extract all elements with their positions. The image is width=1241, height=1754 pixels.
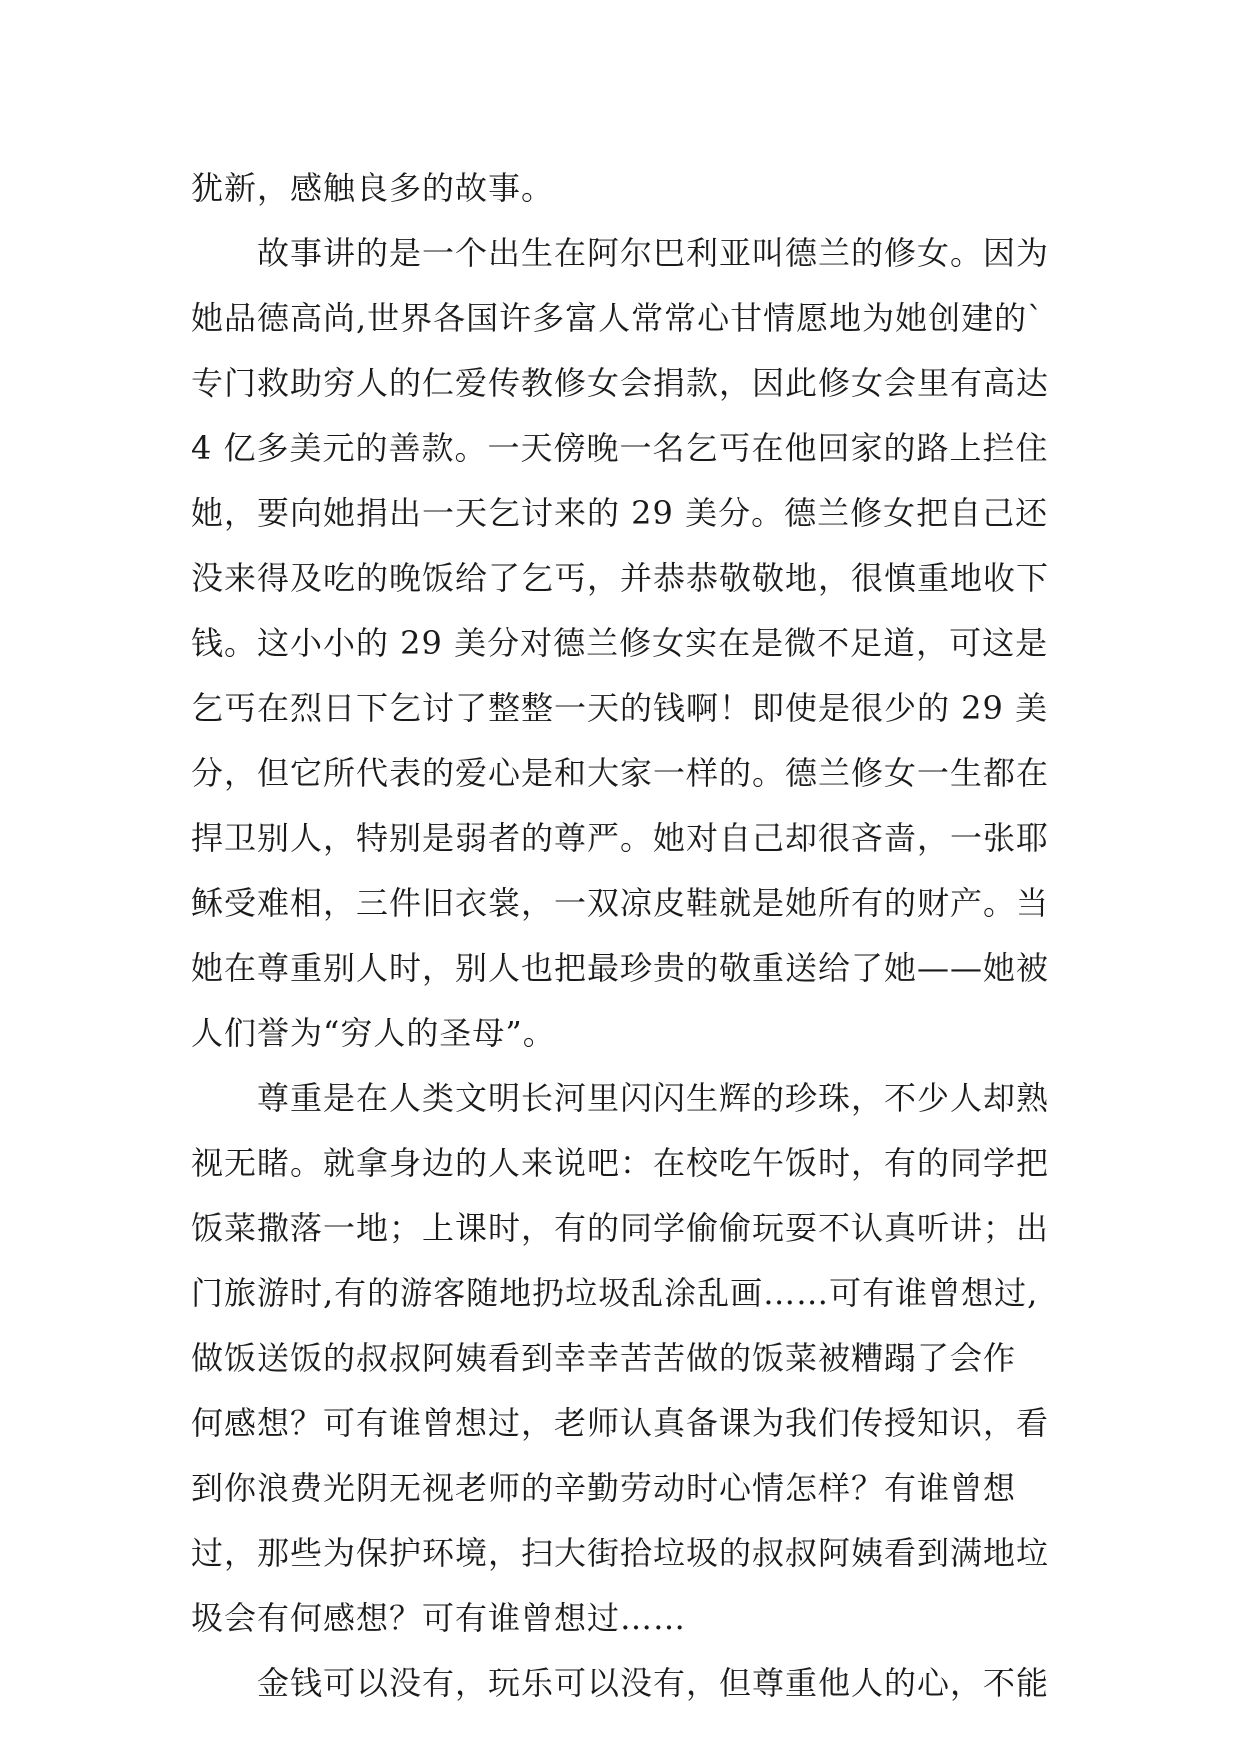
text-line: 稣受难相，三件旧衣裳，一双凉皮鞋就是她所有的财产。当: [191, 884, 1050, 922]
body-text: [191, 156, 1051, 1716]
text-line: 没来得及吃的晚饭给了乞丐，并恭恭敬敬地，很慎重地收下: [191, 559, 1050, 597]
text-line: 她在尊重别人时，别人也把最珍贵的敬重送给了她——她被: [191, 949, 1050, 987]
paragraph-start-line: 金钱可以没有，玩乐可以没有，但尊重他人的心，不能: [191, 1664, 1050, 1702]
paragraph-start-line: 尊重是在人类文明长河里闪闪生辉的珍珠，不少人却熟: [191, 1079, 1050, 1117]
text-line: 她品德高尚,世界各国许多富人常常心甘情愿地为她创建的`: [191, 299, 1045, 337]
text-line: 门旅游时,有的游客随地扔垃圾乱涂乱画……可有谁曾想过,: [191, 1274, 1039, 1312]
text-line: 分，但它所代表的爱心是和大家一样的。德兰修女一生都在: [191, 754, 1050, 792]
text-line: 视无睹。就拿身边的人来说吧：在校吃午饭时，有的同学把: [191, 1144, 1050, 1182]
text-line: 捍卫别人，特别是弱者的尊严。她对自己却很吝啬，一张耶: [191, 819, 1050, 857]
text-line: 做饭送饭的叔叔阿姨看到幸幸苦苦做的饭菜被糟蹋了会作: [191, 1339, 1017, 1377]
text-line: 4 亿多美元的善款。一天傍晚一名乞丐在他回家的路上拦住: [191, 429, 1049, 467]
text-line: 专门救助穷人的仁爱传教修女会捐款，因此修女会里有高达: [191, 364, 1050, 402]
text-line: 她，要向她捐出一天乞讨来的 29 美分。德兰修女把自己还: [191, 494, 1049, 532]
text-line: 乞丐在烈日下乞讨了整整一天的钱啊！即使是很少的 29 美: [191, 689, 1049, 727]
text-line: 饭菜撒落一地；上课时，有的同学偷偷玩耍不认真听讲；出: [191, 1209, 1050, 1247]
text-line: 过，那些为保护环境，扫大街拾垃圾的叔叔阿姨看到满地垃: [191, 1534, 1050, 1572]
text-line: 犹新，感触良多的故事。: [191, 169, 555, 207]
text-line: 何感想？可有谁曾想过，老师认真备课为我们传授知识，看: [191, 1404, 1050, 1442]
text-line: 到你浪费光阴无视老师的辛勤劳动时心情怎样？有谁曾想: [191, 1469, 1017, 1507]
paragraph-start-line: 故事讲的是一个出生在阿尔巴利亚叫德兰的修女。因为: [191, 234, 1050, 272]
text-line: 钱。这小小的 29 美分对德兰修女实在是微不足道，可这是: [191, 624, 1049, 662]
text-line: 人们誉为“穷人的圣母”。: [191, 1014, 556, 1052]
text-line: 圾会有何感想？可有谁曾想过……: [191, 1599, 687, 1637]
